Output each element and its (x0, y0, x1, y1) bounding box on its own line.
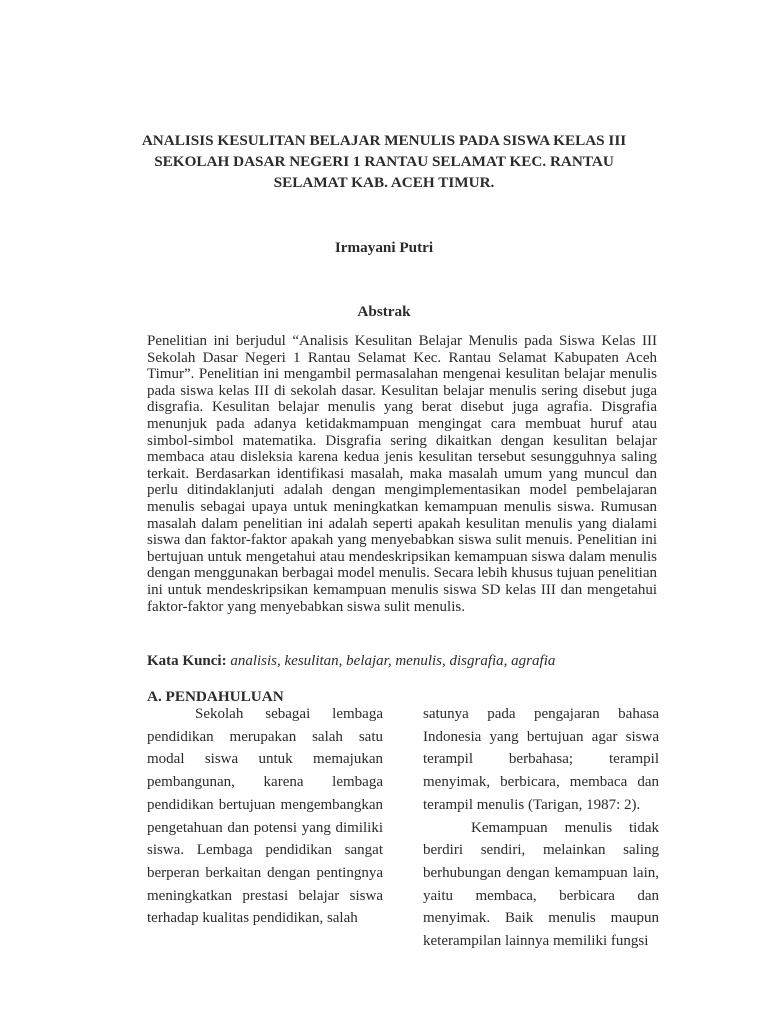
right-column-paragraph-1: satunya pada pengajaran bahasa Indonesia yang bertujuan agar siswa terampil berbahasa; terampil menyimak, berbicara, membaca dan terampil menulis (Tarigan, 1987: 2). (423, 706, 659, 813)
paper-title: ANALISIS KESULITAN BELAJAR MENULIS PADA SISWA KELAS III SEKOLAH DASAR NEGERI 1 RANTAU SELAMAT KEC. RANTAU SELAMAT KAB. ACEH TIMUR. (141, 132, 627, 191)
keywords-line (147, 652, 667, 670)
keywords-terms: analisis, kesulitan, belajar, menulis, disgrafia, agrafia (230, 653, 556, 669)
author-name: Irmayani Putri (334, 239, 434, 256)
left-column (147, 703, 383, 930)
right-column (423, 703, 659, 953)
section-heading: A. PENDAHULUAN (147, 688, 284, 705)
right-column-paragraph-2: Kemampuan menulis tidak berdiri sendiri, melainkan saling berhubungan dengan kemampuan lain, yaitu membaca, berbicara dan menyimak. Baik menulis maupun keterampilan lainnya memiliki fungsi (423, 819, 659, 950)
abstract-text: Penelitian ini berjudul “Analisis Kesulitan Belajar Menulis pada Siswa Kelas III Sekolah Dasar Negeri 1 Rantau Selamat Kec. Rantau Selamat Kabupaten Aceh Timur”. Penelitian ini mengambil permasalahan mengenai kesulitan belajar menulis pada siswa kelas III di sekolah dasar. Kesulitan belajar menulis sering disebut juga disgrafia. Kesulitan belajar menulis yang berat disebut juga agrafia. Disgrafia menunjuk pada adanya ketidakmampuan mengingat cara membuat huruf atau simbol-simbol matematika. Disgrafia sering dikaitkan dengan kesulitan belajar membaca atau disleksia karena kedua jenis kesulitan tersebut sesungguhnya saling terkait. Berdasarkan identifikasi masalah, maka masalah umum yang muncul dan perlu ditindaklanjuti adalah dengan mengimplementasikan model pembelajaran menulis sebagai upaya untuk meningkatkan kemampuan menulis siswa. Rumusan masalah dalam penelitian ini adalah seperti apakah kesulitan menulis yang dialami siswa dan faktor-faktor apakah yang menyebabkan siswa sulit menuis. Penelitian ini bertujuan untuk mengetahui atau mendeskripsikan kemampuan siswa dalam menulis dengan menggunakan berbagai model menulis. Secara lebih khusus tujuan penelitian ini untuk mendeskripsikan kemampuan menulis siswa SD kelas III dan mengetahui faktor-faktor yang menyebabkan siswa sulit menulis. (147, 333, 657, 615)
left-column-paragraph: Sekolah sebagai lembaga pendidikan merupakan salah satu modal siswa untuk memajukan pembangunan, karena lembaga pendidikan bertujuan mengembangkan pengetahuan dan potensi yang dimiliki siswa. Lembaga pendidikan sangat berperan berkaitan dengan pentingnya meningkatkan prestasi belajar siswa terhadap kualitas pendidikan, salah (147, 706, 383, 927)
abstract-heading: Abstrak (357, 303, 411, 320)
keywords-label: Kata Kunci: (147, 653, 227, 669)
